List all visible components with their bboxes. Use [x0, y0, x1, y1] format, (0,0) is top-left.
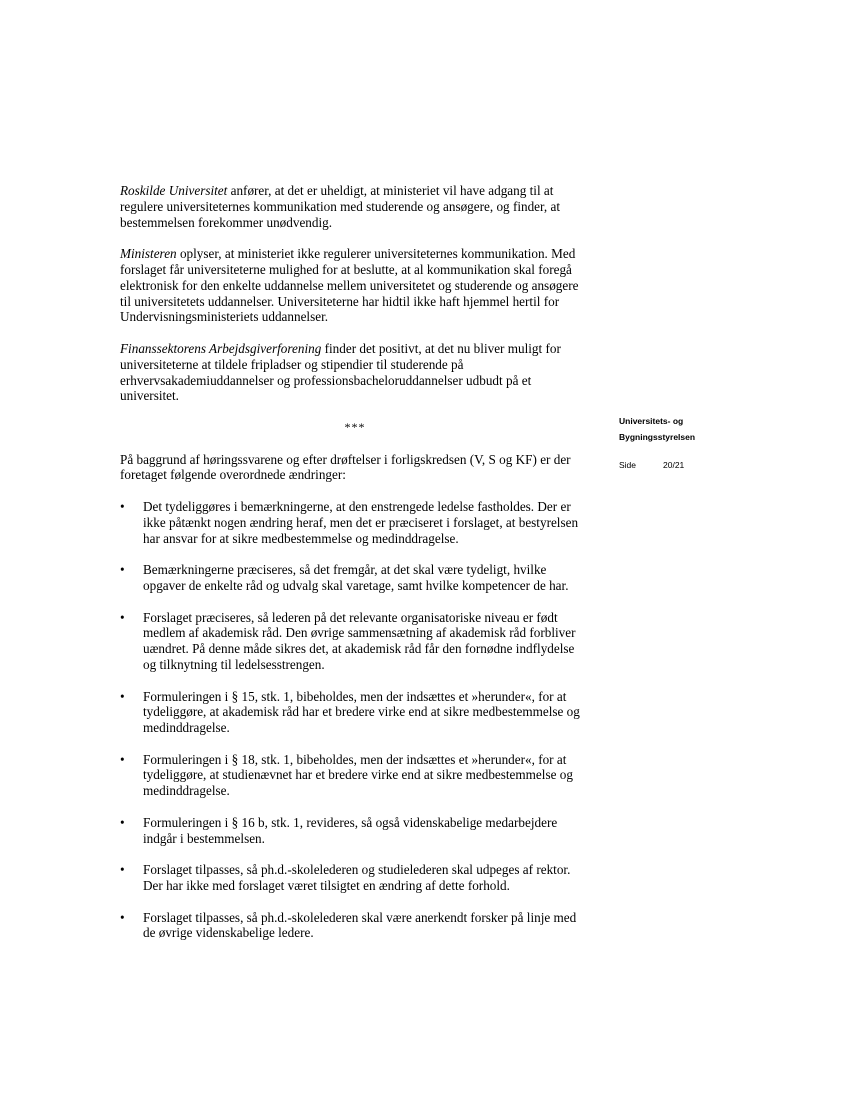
bullet-icon: •	[120, 609, 125, 625]
list-item	[120, 815, 590, 847]
list-item-text: Formuleringen i § 16 b, stk. 1, revideres, så også videnskabelige medarbejdere indgår i bestemmelsen.	[143, 814, 558, 846]
list-item-text: Forslaget præciseres, så lederen på det relevante organisatoriske niveau er født medlem af akademisk råd. Den øvrige sammensætning af akademisk råd forbliver uændret. På denne måde sikres det, at akademisk råd får den fornødne indflydelse og tilknytning til ledelsesstrengen.	[143, 609, 576, 672]
bullet-icon: •	[120, 814, 125, 830]
list-item	[120, 862, 590, 894]
list-item-text: Forslaget tilpasses, så ph.d.-skolelederen skal være anerkendt forsker på linje med de øvrige videnskabelige ledere.	[143, 909, 577, 941]
paragraph-text: oplyser, at ministeriet ikke regulerer universiteternes kommunikation. Med forslaget får universiteterne mulighed for at beslutte, at al kommunikation skal foregå elektronisk for den enkelte uddannelse mellem universitetet og studerende og ansøgere til universitetets uddannelser. Universiteterne har hidtil ikke haft hjemmel hertil for Undervisningsministeriets uddannelser.	[120, 246, 579, 325]
list-item-text: Forslaget tilpasses, så ph.d.-skolelederen og studielederen skal udpeges af rektor. Der har ikke med forslaget været tilsigtet en ændring af dette forhold.	[143, 862, 571, 894]
org-name-line-1: Universitets- og	[619, 416, 684, 426]
changes-list	[120, 499, 590, 941]
bullet-icon: •	[120, 909, 125, 925]
page-label: Side	[619, 459, 637, 470]
paragraph-text: anfører, at det er uheldigt, at ministeriet vil have adgang til at regulere universiteternes kommunikation med studerende og ansøgere, og finder, at bestemmelsen forekommer unødvendig.	[120, 183, 561, 230]
org-name-line-2: Bygningsstyrelsen	[619, 431, 696, 442]
list-item	[120, 752, 590, 799]
page-number	[619, 460, 739, 470]
page-value: 20/21	[663, 459, 685, 470]
intro-paragraph: På baggrund af høringssvarene og efter drøftelser i forligskredsen (V, S og KF) er der foretaget følgende overordnede ændringer:	[120, 451, 571, 483]
list-item	[120, 910, 590, 942]
list-item	[120, 689, 590, 736]
sidebar-header	[619, 414, 739, 470]
list-item-text: Formuleringen i § 18, stk. 1, bibeholdes, men der indsættes et »herunder«, for at tydeliggøre, at studienævnet har et bredere virke end at sikre medbestemmelse og medinddragelse.	[143, 751, 573, 799]
list-item	[120, 610, 590, 673]
bullet-icon: •	[120, 562, 125, 578]
bullet-icon: •	[120, 688, 125, 704]
list-item-text: Formuleringen i § 15, stk. 1, bibeholdes, men der indsættes et »herunder«, for at tydeliggøre, at akademisk råd har et bredere virke end at sikre medbestemmelse og medinddragelse.	[143, 688, 580, 736]
paragraph-lead: Ministeren	[120, 246, 177, 262]
list-item-text: Bemærkningerne præciseres, så det fremgår, at det skal være tydeligt, hvilke opgaver de enkelte råd og udvalg skal varetage, samt hvilke kompetencer de har.	[143, 562, 569, 593]
bullet-icon: •	[120, 498, 125, 514]
list-item	[120, 499, 590, 546]
paragraph-text: finder det positivt, at det nu bliver muligt for universiteterne at tildele fripladser og stipendier til studerende på erhvervsakademiuddannelser og professionsbacheloruddannelser udbudt på et universitet.	[120, 340, 561, 404]
paragraph-roskilde	[120, 183, 590, 230]
bullet-icon: •	[120, 862, 125, 878]
paragraph-finanssektoren	[120, 341, 590, 404]
list-item-text: Det tydeliggøres i bemærkningerne, at den enstrengede ledelse fastholdes. Der er ikke påtænkt nogen ændring heraf, men det er præciseret i forslaget, at bestyrelsen har ansvar for at sikre medbestemmelse og medinddragelse.	[143, 498, 579, 546]
paragraph-ministeren	[120, 246, 590, 325]
paragraph-lead: Roskilde Universitet	[120, 183, 228, 198]
paragraph-lead: Finanssektorens Arbejdsgiverforening	[120, 340, 322, 356]
main-text	[120, 183, 590, 957]
bullet-icon: •	[120, 751, 125, 767]
section-separator: ***	[344, 419, 366, 434]
list-item	[120, 562, 590, 594]
